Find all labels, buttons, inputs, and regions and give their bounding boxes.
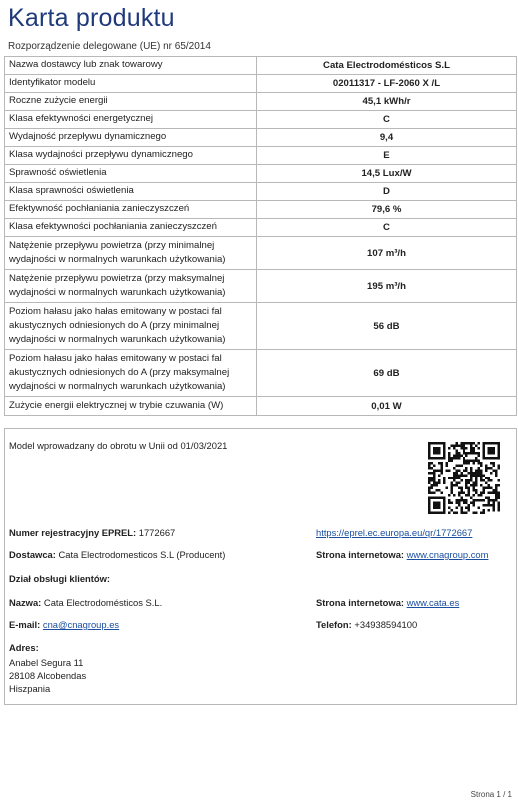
spec-label: Nazwa dostawcy lub znak towarowy [5, 57, 257, 74]
spec-label: Klasa sprawności oświetlenia [5, 183, 257, 200]
spec-value: 14,5 Lux/W [361, 168, 412, 179]
service-name-line [9, 597, 162, 608]
spec-row-noise-max [5, 350, 516, 397]
regulation-reference: Rozporządzenie delegowane (UE) nr 65/2014 [8, 41, 211, 52]
spec-label: Efektywność pochłaniania zanieczyszczeń [5, 201, 257, 218]
eprel-link[interactable]: https://eprel.ec.europa.eu/qr/1772667 [316, 527, 473, 538]
spec-row-airflow-min [5, 237, 516, 270]
spec-row-supplier [5, 57, 516, 75]
address-line-1: Anabel Segura 11 [9, 657, 84, 668]
spec-value: E [383, 150, 390, 161]
service-website-line [316, 597, 459, 608]
spec-value: D [383, 186, 390, 197]
spec-label: Natężenie przepływu powietrza (przy maksymalnej wydajności w normalnych warunkach użytkowania) [5, 270, 257, 302]
spec-value: 02011317 - LF-2060 X /L [332, 78, 441, 89]
spec-value: 56 dB [373, 320, 400, 332]
spec-value: 79,6 % [371, 204, 402, 215]
address-line-2: 28108 Alcobendas [9, 670, 87, 681]
spec-label: Klasa efektywności energetycznej [5, 111, 257, 128]
page-title: Karta produktu [8, 4, 175, 32]
spec-label: Poziom hałasu jako hałas emitowany w postaci fal akustycznych odniesionych do A (przy maksymalnej wydajności w normalnych warunkach użytkowania) [5, 350, 257, 396]
spec-row-fluid-dynamic-class [5, 147, 516, 165]
spec-row-grease-class [5, 219, 516, 237]
spec-value: 0,01 W [371, 400, 402, 412]
eprel-registration [9, 527, 175, 538]
supplier-website-line [316, 549, 488, 560]
spec-label: Wydajność przepływu dynamicznego [5, 129, 257, 146]
address-label: Adres: [9, 642, 39, 653]
spec-value: 69 dB [373, 367, 400, 379]
website-label: Strona internetowa: [316, 597, 405, 608]
spec-row-fluid-dynamic [5, 129, 516, 147]
spec-label: Roczne zużycie energii [5, 93, 257, 110]
spec-value: 45,1 kWh/r [362, 96, 411, 107]
qr-code-icon[interactable] [428, 442, 500, 514]
spec-row-lighting-class [5, 183, 516, 201]
page-number: Strona 1 / 1 [470, 790, 512, 799]
phone-label: Telefon: [316, 619, 352, 630]
name-label: Nazwa: [9, 597, 42, 608]
phone-value: +34938594100 [354, 619, 418, 630]
email-line [9, 619, 119, 630]
spec-value: 9,4 [379, 132, 394, 143]
supplier-website-link[interactable]: www.cnagroup.com [406, 549, 489, 560]
spec-row-airflow-max [5, 270, 516, 303]
spec-value: 107 m³/h [367, 247, 406, 259]
spec-label: Zużycie energii elektrycznej w trybie czuwania (W) [5, 397, 257, 415]
customer-service-heading: Dział obsługi klientów: [9, 573, 111, 584]
spec-row-annual-energy [5, 93, 516, 111]
phone-line [316, 619, 417, 630]
spec-label: Natężenie przepływu powietrza (przy minimalnej wydajności w normalnych warunkach użytkowania) [5, 237, 257, 269]
supplier-label: Dostawca: [9, 549, 56, 560]
supplier-line [9, 549, 225, 560]
spec-row-lighting [5, 165, 516, 183]
spec-row-model [5, 75, 516, 93]
spec-value: Cata Electrodomésticos S.L [323, 60, 450, 71]
website-label: Strona internetowa: [316, 549, 405, 560]
spec-label: Klasa wydajności przepływu dynamicznego [5, 147, 257, 164]
spec-row-energy-class [5, 111, 516, 129]
name-value: Cata Electrodomésticos S.L. [43, 597, 163, 608]
spec-label: Klasa efektywności pochłaniania zanieczyszczeń [5, 219, 257, 236]
email-label: E-mail: [9, 619, 41, 630]
spec-value: C [383, 222, 390, 233]
spec-value: C [383, 114, 390, 125]
spec-row-noise-min [5, 303, 516, 350]
eprel-number: 1772667 [138, 527, 176, 538]
spec-row-standby-power [5, 397, 516, 415]
spec-label: Sprawność oświetlenia [5, 165, 257, 182]
eprel-label: Numer rejestracyjny EPREL: [9, 527, 137, 538]
spec-label: Identyfikator modelu [5, 75, 257, 92]
email-link[interactable]: cna@cnagroup.es [42, 619, 120, 630]
spec-label: Poziom hałasu jako hałas emitowany w postaci fal akustycznych odniesionych do A (przy minimalnej wydajności w normalnych warunkach użytkowania) [5, 303, 257, 349]
service-website-link[interactable]: www.cata.es [406, 597, 460, 608]
address-line-3: Hiszpania [9, 683, 51, 694]
model-introduced-date: Model wprowadzany do obrotu w Unii od 01/03/2021 [9, 440, 228, 451]
specs-table [4, 57, 517, 416]
supplier-value: Cata Electrodomesticos S.L (Producent) [58, 549, 226, 560]
spec-value: 195 m³/h [367, 280, 406, 292]
spec-row-grease-filtering [5, 201, 516, 219]
